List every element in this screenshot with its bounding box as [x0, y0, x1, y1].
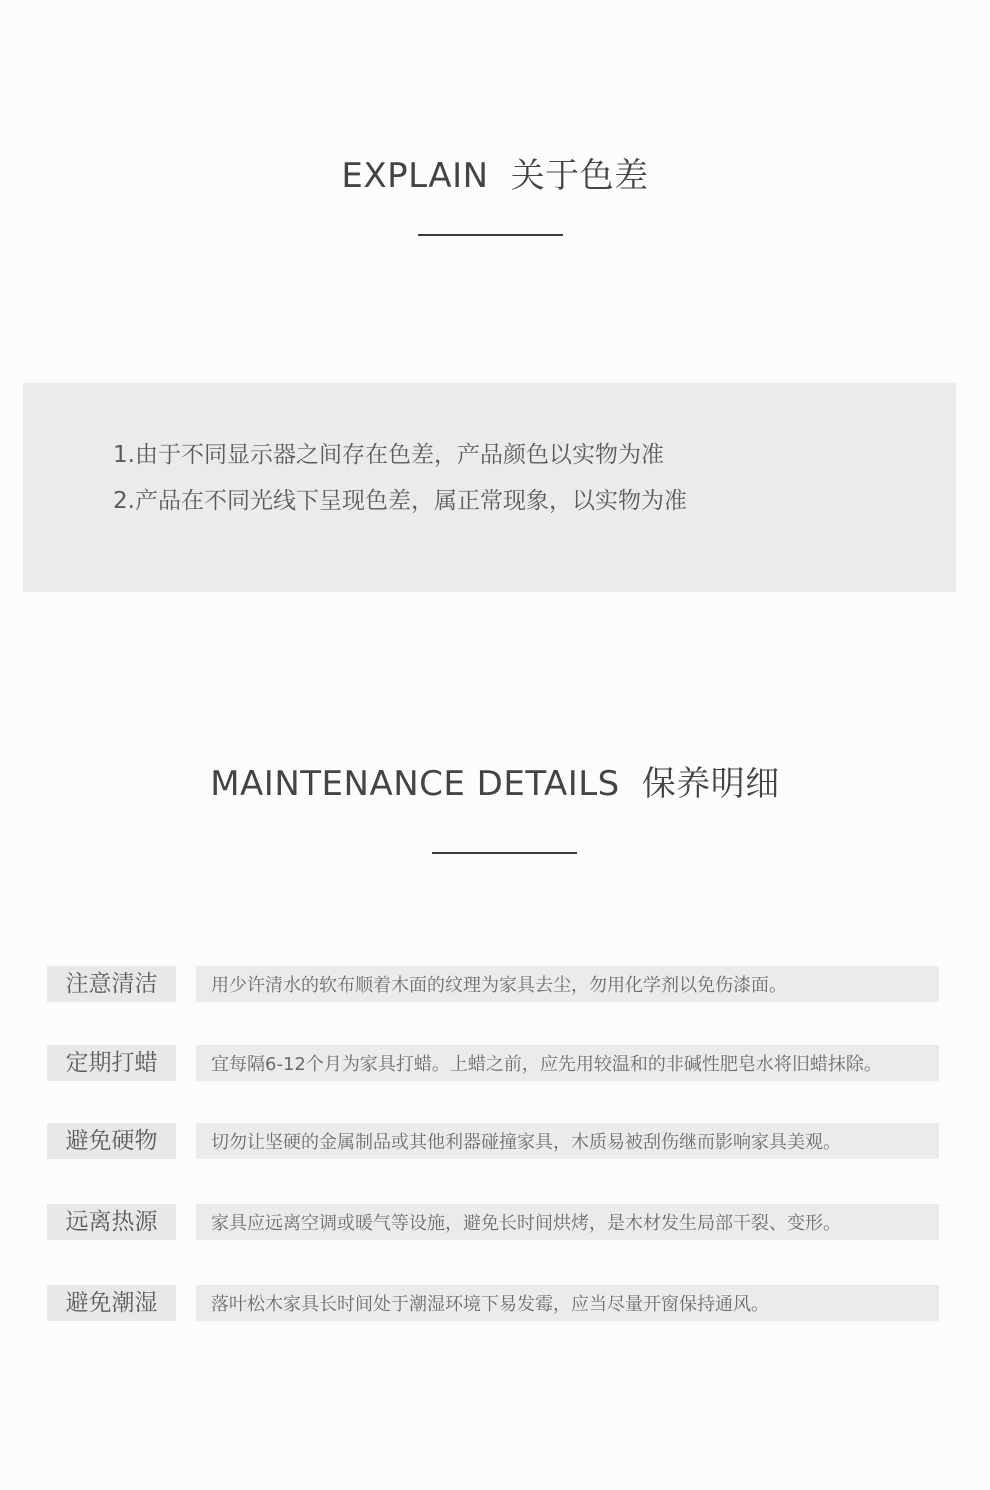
maintenance-desc: 切勿让坚硬的金属制品或其他利器碰撞家具，木质易被刮伤继而影响家具美观。 [196, 1123, 939, 1159]
maintenance-row-hard-objects [47, 1123, 939, 1159]
maintenance-row-waxing [47, 1045, 939, 1081]
explain-section-title [0, 148, 990, 197]
explain-line: 1.由于不同显示器之间存在色差，产品颜色以实物为准 [113, 442, 664, 468]
explain-title-underline [418, 234, 563, 236]
maintenance-row-humidity [47, 1285, 939, 1321]
maintenance-desc: 家具应远离空调或暖气等设施，避免长时间烘烤，是木材发生局部干裂、变形。 [196, 1204, 939, 1240]
maintenance-desc: 落叶松木家具长时间处于潮湿环境下易发霉，应当尽量开窗保持通风。 [196, 1285, 939, 1321]
maintenance-label: 注意清洁 [47, 966, 176, 1002]
maintenance-title-en: MAINTENANCE DETAILS [210, 764, 620, 804]
explain-title-en: EXPLAIN [341, 156, 489, 196]
maintenance-row-cleaning [47, 966, 939, 1002]
explain-info-box [23, 383, 956, 592]
maintenance-title-underline [432, 852, 577, 854]
maintenance-desc: 宜每隔6-12个月为家具打蜡。上蜡之前，应先用较温和的非碱性肥皂水将旧蜡抹除。 [196, 1045, 939, 1081]
maintenance-desc: 用少许清水的软布顺着木面的纹理为家具去尘，勿用化学剂以免伤漆面。 [196, 966, 939, 1002]
maintenance-label: 远离热源 [47, 1204, 176, 1240]
explain-title-cn: 关于色差 [510, 156, 649, 196]
maintenance-row-heat [47, 1204, 939, 1240]
maintenance-label: 定期打蜡 [47, 1045, 176, 1081]
explain-line: 2.产品在不同光线下呈现色差，属正常现象，以实物为准 [113, 488, 687, 514]
maintenance-section-title [0, 756, 990, 805]
maintenance-label: 避免硬物 [47, 1123, 176, 1159]
maintenance-title-cn: 保养明细 [641, 764, 780, 804]
maintenance-label: 避免潮湿 [47, 1285, 176, 1321]
